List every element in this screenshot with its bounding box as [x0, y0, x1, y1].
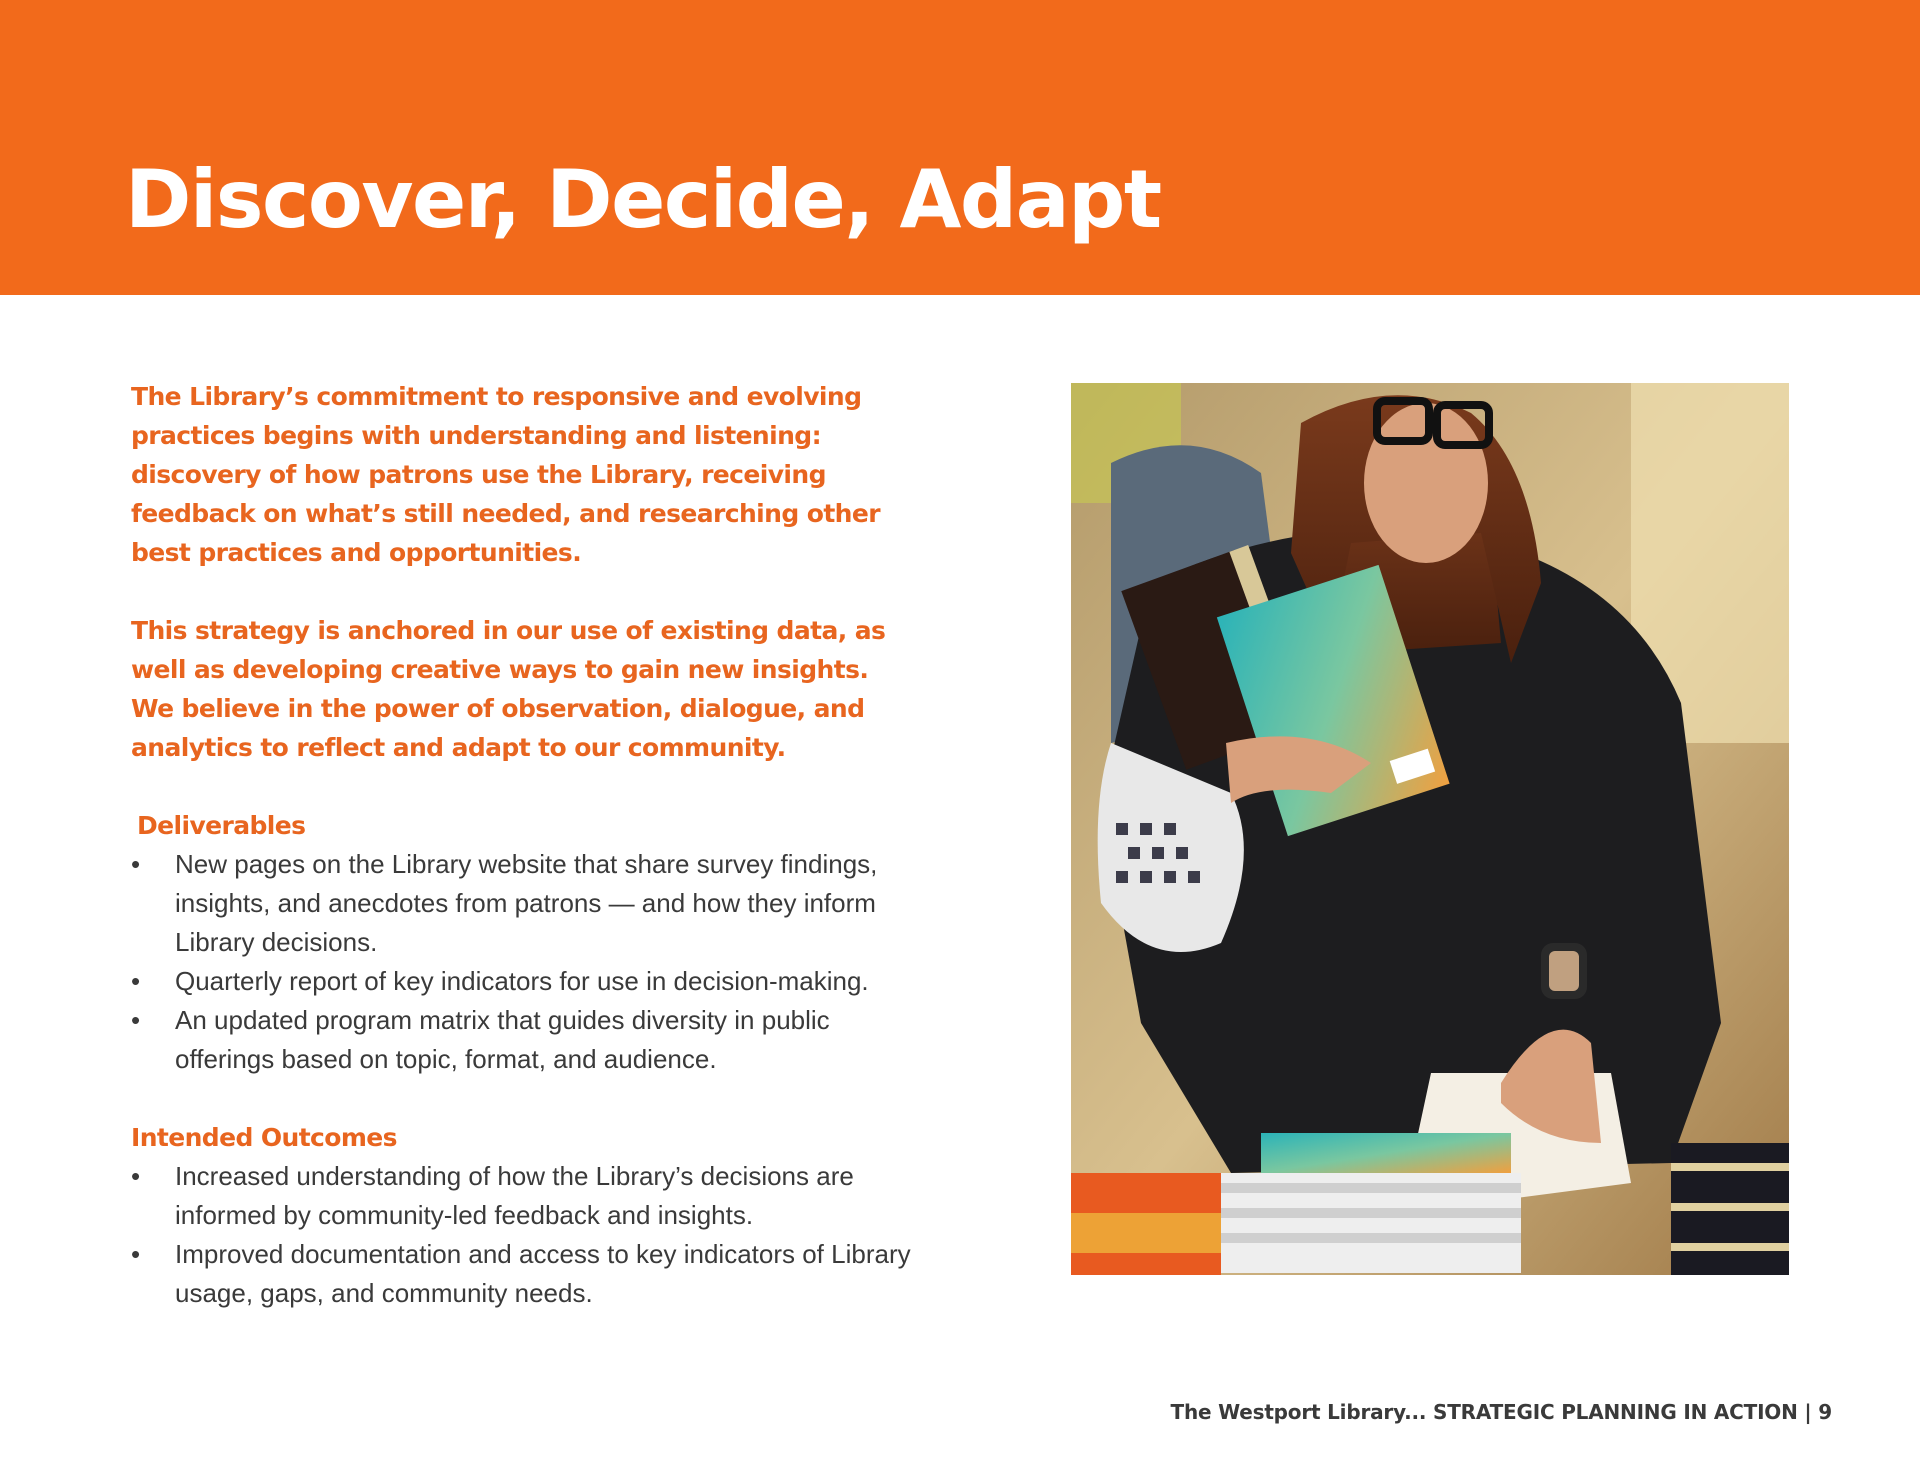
list-item: [131, 962, 911, 1001]
list-item-text: Improved documentation and access to key indicators of Library usage, gaps, and community needs.: [175, 1239, 911, 1308]
intro-paragraph-2: This strategy is anchored in our use of existing data, as well as developing creative ways to gain new insights. We believe in the power of observation, dialogue, and analytics to reflect and adapt to our community.: [131, 616, 886, 762]
title-banner: [0, 0, 1920, 295]
list-item-text: New pages on the Library website that share survey findings, insights, and anecdotes from patrons — and how they inform Library decisions.: [175, 849, 878, 957]
patron-with-books-photo: [1071, 383, 1789, 1275]
list-item: [131, 1001, 911, 1079]
outcomes-list: [131, 1157, 911, 1313]
page-title: Discover, Decide, Adapt: [125, 153, 1161, 246]
bullet-icon: •: [131, 1239, 141, 1269]
bullet-icon: •: [131, 1005, 141, 1035]
list-item-text: Quarterly report of key indicators for use in decision-making.: [175, 966, 869, 996]
list-item: [131, 845, 911, 962]
photo-illustration: [1071, 383, 1789, 1275]
list-item: [131, 1157, 911, 1235]
list-item: [131, 1235, 911, 1313]
bullet-icon: •: [131, 849, 141, 879]
deliverables-list: [131, 845, 911, 1079]
intro-paragraph-1: The Library’s commitment to responsive and evolving practices begins with understanding and listening: discovery of how patrons use the Library, receiving feedback on what’s still needed, and researching other best practices and opportunities.: [131, 382, 880, 567]
list-item-text: An updated program matrix that guides diversity in public offerings based on topic, format, and audience.: [175, 1005, 830, 1074]
page-footer: [1171, 1400, 1833, 1424]
footer-org: The Westport Library...: [1170, 1400, 1427, 1424]
list-item-text: Increased understanding of how the Library’s decisions are informed by community-led feedback and insights.: [175, 1161, 854, 1230]
deliverables-heading: Deliverables: [137, 811, 306, 840]
outcomes-heading: Intended Outcomes: [131, 1123, 397, 1152]
footer-section: STRATEGIC PLANNING IN ACTION | 9: [1433, 1400, 1832, 1424]
bullet-icon: •: [131, 1161, 141, 1191]
content-column: [131, 377, 911, 1313]
bullet-icon: •: [131, 966, 141, 996]
